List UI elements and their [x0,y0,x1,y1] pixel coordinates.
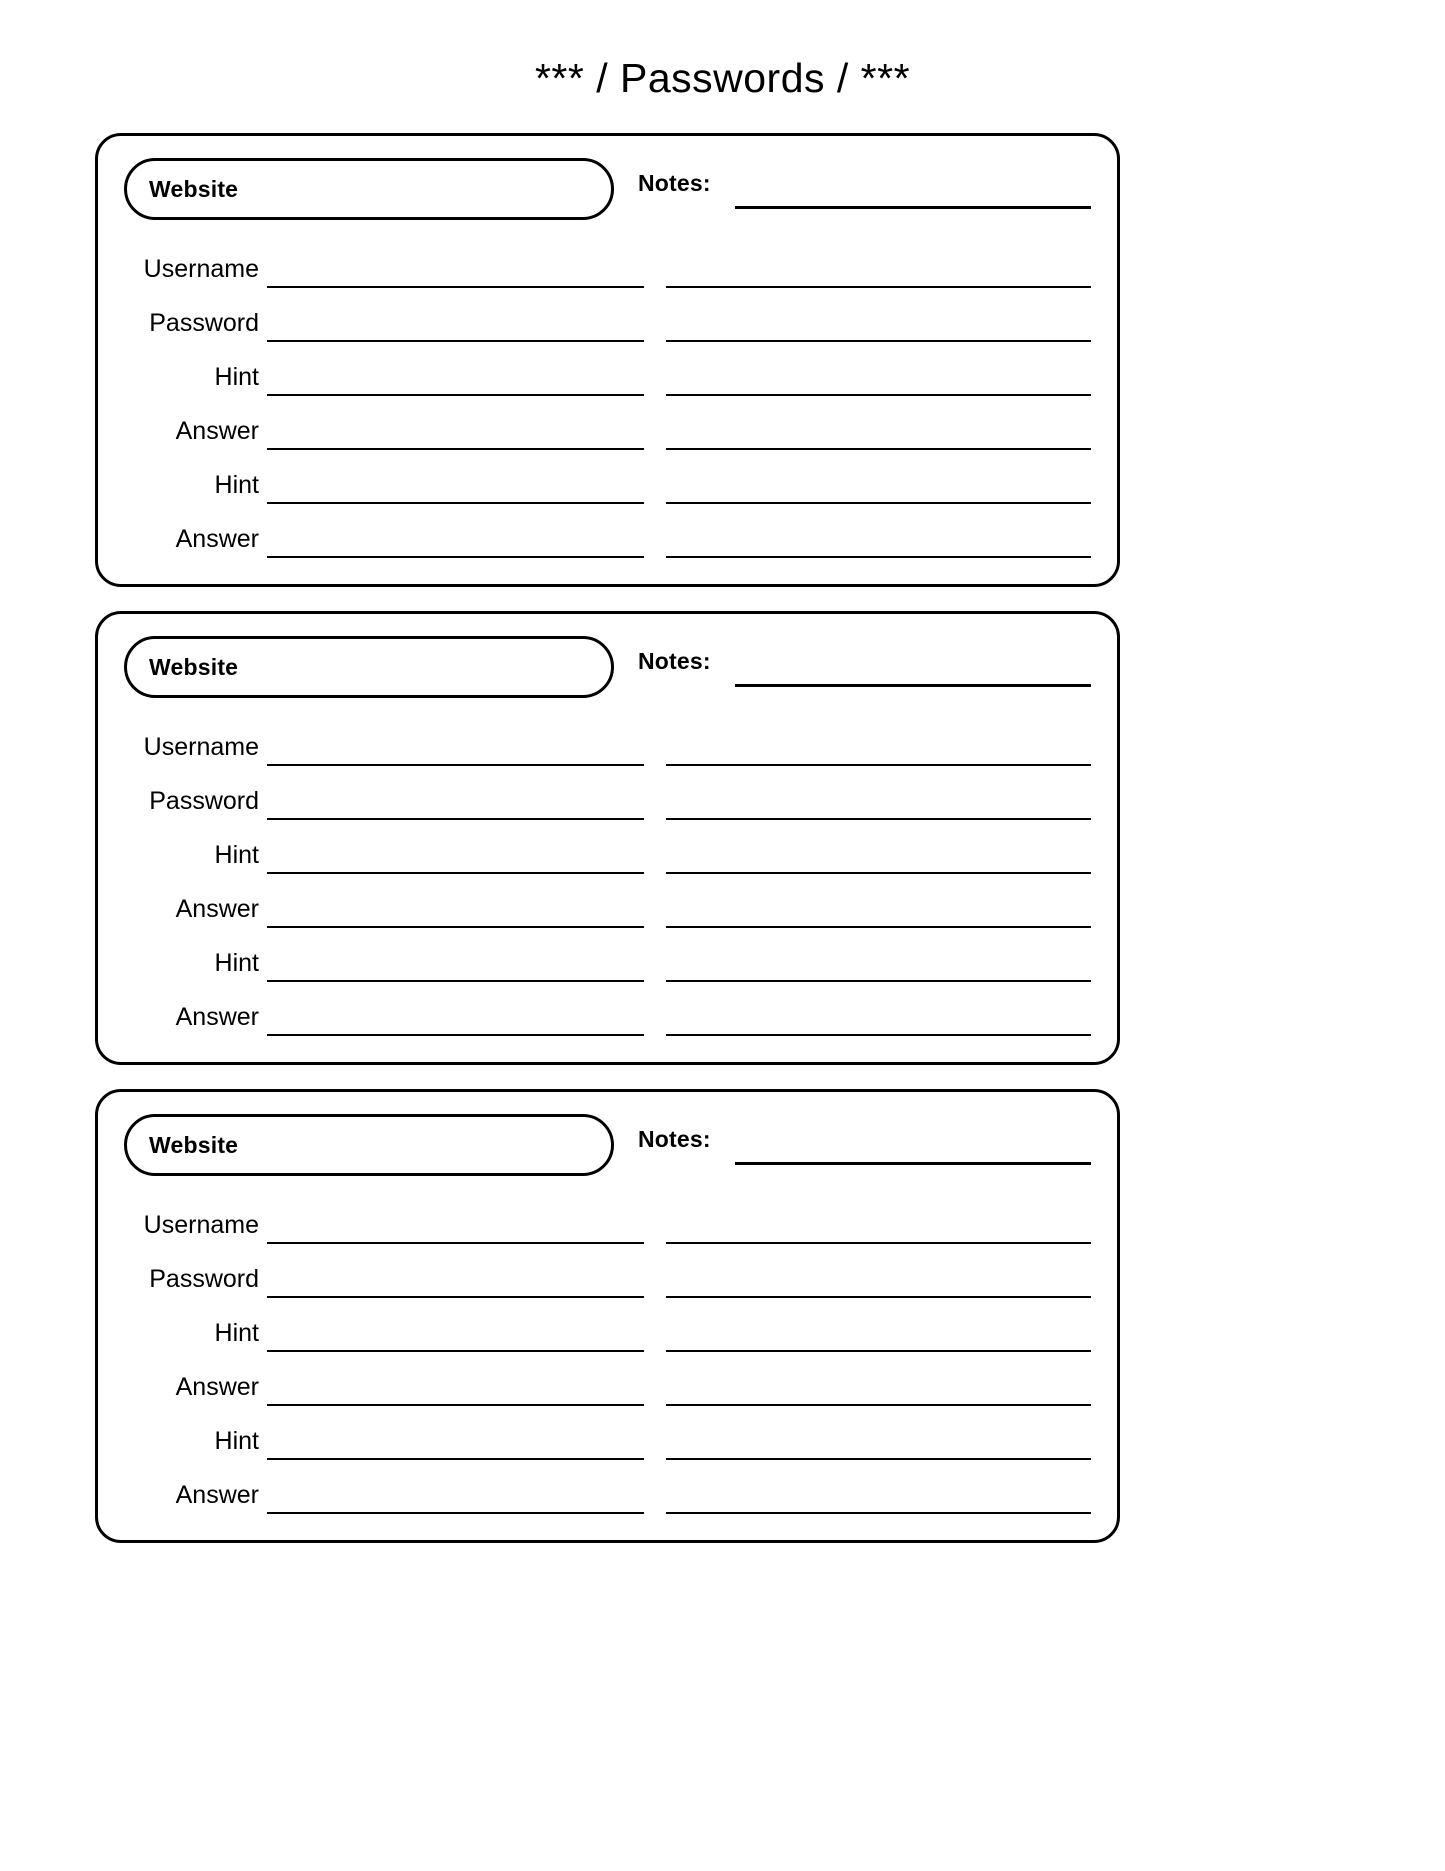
notes-column [666,234,1091,558]
hint-input-1[interactable] [267,842,644,874]
username-input[interactable] [267,1212,644,1244]
notes-row [666,1352,1091,1406]
notes-row [666,342,1091,396]
website-field[interactable] [124,158,614,220]
notes-row [666,1406,1091,1460]
notes-label: Notes: [638,648,711,674]
website-field[interactable] [124,1114,614,1176]
hint-label-1: Hint [214,841,259,869]
notes-input-6[interactable] [666,1428,1091,1460]
notes-label: Notes: [638,1126,711,1152]
password-card-list [95,133,1120,1567]
notes-line-1[interactable] [735,650,1091,687]
field-row-username [124,712,644,766]
answer-input-2[interactable] [267,526,644,558]
notes-row [666,1190,1091,1244]
notes-line-1[interactable] [735,1128,1091,1165]
hint-input-1[interactable] [267,364,644,396]
password-entry-card [95,611,1120,1065]
field-row-username [124,1190,644,1244]
notes-line-1[interactable] [735,172,1091,209]
notes-header [638,1114,1091,1176]
card-body [124,234,1091,558]
field-row-answer-1 [124,874,644,928]
password-input[interactable] [267,310,644,342]
page-title: *** / Passwords / *** [534,55,911,101]
field-row-answer-2 [124,504,644,558]
website-label: Website [149,1131,239,1158]
card-body [124,712,1091,1036]
username-input[interactable] [267,734,644,766]
website-field[interactable] [124,636,614,698]
field-row-password [124,766,644,820]
field-row-password [124,288,644,342]
answer-label-1: Answer [175,417,259,445]
notes-input-5[interactable] [666,896,1091,928]
field-row-hint-1 [124,1298,644,1352]
card-header [124,636,1091,702]
hint-input-1[interactable] [267,1320,644,1352]
notes-input-5[interactable] [666,418,1091,450]
username-input[interactable] [267,256,644,288]
notes-header [638,636,1091,698]
website-label: Website [149,653,239,680]
hint-input-2[interactable] [267,1428,644,1460]
hint-label-1: Hint [214,363,259,391]
field-row-hint-1 [124,820,644,874]
notes-input-6[interactable] [666,950,1091,982]
field-row-hint-2 [124,1406,644,1460]
notes-row [666,450,1091,504]
notes-input-7[interactable] [666,526,1091,558]
field-row-answer-2 [124,1460,644,1514]
username-label: Username [143,733,259,761]
notes-input-2[interactable] [666,256,1091,288]
notes-input-4[interactable] [666,1320,1091,1352]
field-row-answer-2 [124,982,644,1036]
notes-header [638,158,1091,220]
notes-row [666,820,1091,874]
notes-input-3[interactable] [666,788,1091,820]
notes-input-7[interactable] [666,1482,1091,1514]
field-row-answer-1 [124,1352,644,1406]
password-entry-card [95,133,1120,587]
notes-row [666,1460,1091,1514]
notes-row [666,288,1091,342]
notes-row [666,982,1091,1036]
notes-input-2[interactable] [666,734,1091,766]
answer-input-1[interactable] [267,896,644,928]
answer-label-2: Answer [175,525,259,553]
notes-input-4[interactable] [666,364,1091,396]
username-label: Username [143,1211,259,1239]
answer-label-1: Answer [175,1373,259,1401]
credentials-column [124,1190,644,1514]
notes-row [666,504,1091,558]
answer-input-1[interactable] [267,1374,644,1406]
field-row-password [124,1244,644,1298]
username-label: Username [143,255,259,283]
notes-row [666,396,1091,450]
notes-input-5[interactable] [666,1374,1091,1406]
card-body [124,1190,1091,1514]
field-row-hint-1 [124,342,644,396]
notes-row [666,234,1091,288]
password-label: Password [149,787,259,815]
password-input[interactable] [267,1266,644,1298]
password-entry-card [95,1089,1120,1543]
credentials-column [124,712,644,1036]
notes-input-4[interactable] [666,842,1091,874]
notes-input-3[interactable] [666,1266,1091,1298]
card-header [124,158,1091,224]
password-label: Password [149,1265,259,1293]
notes-column [666,1190,1091,1514]
notes-input-6[interactable] [666,472,1091,504]
answer-label-1: Answer [175,895,259,923]
notes-input-2[interactable] [666,1212,1091,1244]
hint-label-2: Hint [214,471,259,499]
notes-input-7[interactable] [666,1004,1091,1036]
hint-label-2: Hint [214,949,259,977]
card-header [124,1114,1091,1180]
hint-input-2[interactable] [267,950,644,982]
hint-label-2: Hint [214,1427,259,1455]
field-row-hint-2 [124,450,644,504]
notes-row [666,874,1091,928]
answer-label-2: Answer [175,1003,259,1031]
notes-row [666,712,1091,766]
answer-label-2: Answer [175,1481,259,1509]
notes-row [666,1244,1091,1298]
website-label: Website [149,175,239,202]
answer-input-2[interactable] [267,1004,644,1036]
field-row-hint-2 [124,928,644,982]
password-input[interactable] [267,788,644,820]
password-label: Password [149,309,259,337]
notes-label: Notes: [638,170,711,196]
notes-input-3[interactable] [666,310,1091,342]
hint-input-2[interactable] [267,472,644,504]
notes-row [666,1298,1091,1352]
notes-column [666,712,1091,1036]
hint-label-1: Hint [214,1319,259,1347]
answer-input-1[interactable] [267,418,644,450]
field-row-username [124,234,644,288]
answer-input-2[interactable] [267,1482,644,1514]
credentials-column [124,234,644,558]
field-row-answer-1 [124,396,644,450]
notes-row [666,928,1091,982]
notes-row [666,766,1091,820]
